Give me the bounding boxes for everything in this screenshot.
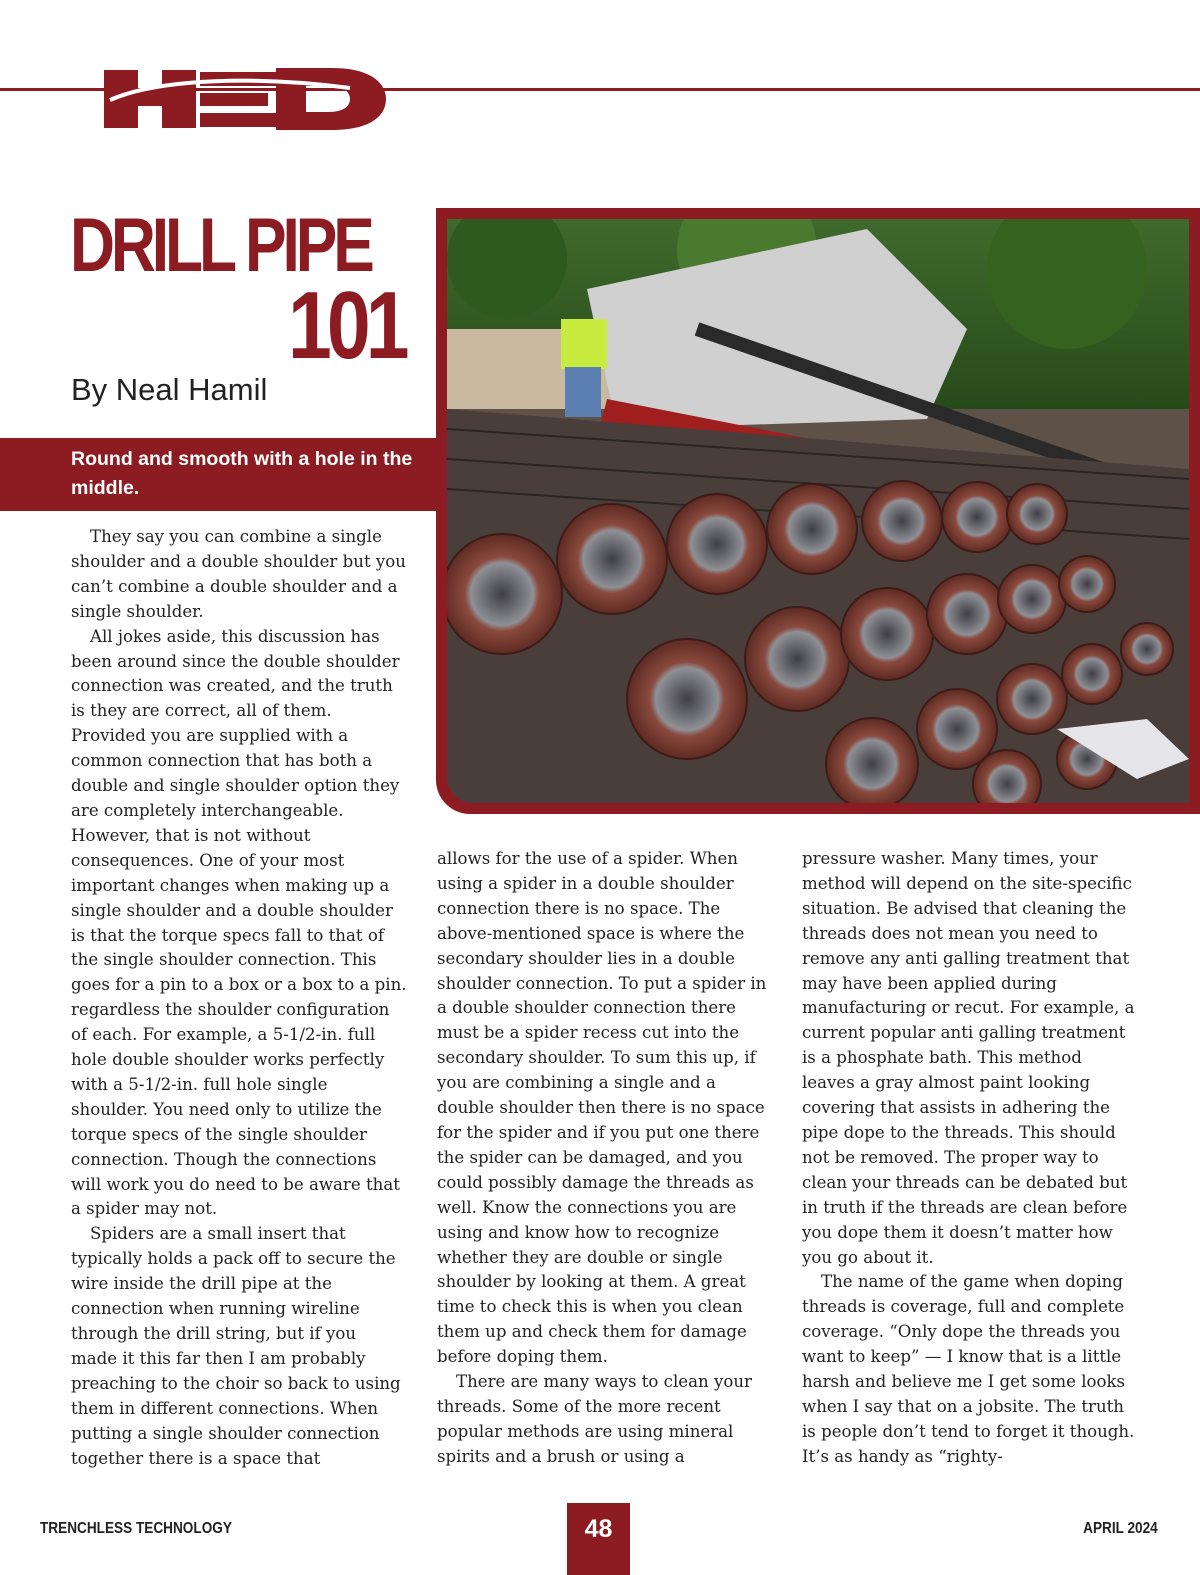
page-number: 48 — [567, 1503, 630, 1575]
paragraph: There are many ways to clean your threads. Some of the more recent popular methods are using mineral spirits and a brush or using a — [437, 1372, 752, 1466]
hdd-logo — [100, 66, 390, 136]
paragraph: The name of the game when doping threads is coverage, full and complete coverage. “Only dope the threads you want to keep” — I know that is a little harsh and believe me I get some looks when I say that on a jobsite. The truth is people don’t tend to forget it though. It’s as handy as “righty- — [802, 1272, 1135, 1466]
article-column-1 — [71, 525, 407, 1471]
footer-date: APRIL 2024 — [1083, 1520, 1158, 1537]
drill-pipe-photo — [436, 208, 1200, 814]
article-title-line1: DRILL PIPE — [70, 203, 371, 288]
article-title-line2: 101 — [288, 272, 405, 379]
paragraph: allows for the use of a spider. When using a spider in a double shoulder connection there is no space. The above-mentioned space is where the secondary shoulder lies in a double shoulder connection. To put a spider in a double shoulder connection there must be a spider recess cut into the secondary shoulder. To sum this up, if you are combining a single and a double shoulder then there is no space for the spider and if you put one there the spider can be damaged, and you could possibly damage the threads as well. Know the connections you are using and know how to recognize whether they are double or single shoulder by looking at them. A great time to check this is when you clean them up and check them for damage before doping them. — [437, 849, 767, 1367]
footer-publication: TRENCHLESS TECHNOLOGY — [40, 1520, 232, 1537]
paragraph: All jokes aside, this discussion has been around since the double shoulder connection was created, and the truth is they are correct, all of them. Provided you are supplied with a common connection that has both a double and single shoulder option they are completely interchangeable. However, that is not without consequences. One of your most important changes when making up a single shoulder and a double shoulder is that the torque specs fall to that of the single shoulder connection. This goes for a pin to a box or a box to a pin. regardless the shoulder configuration of each. For example, a 5-1/2-in. full hole double shoulder works perfectly with a 5-1/2-in. full hole single shoulder. You need only to utilize the torque specs of the single shoulder connection. Though the connections will work you do need to be aware that a spider may not. — [71, 626, 407, 1219]
byline: By Neal Hamil — [71, 372, 268, 407]
article-deck: Round and smooth with a hole in the middle. — [0, 438, 437, 511]
article-column-3 — [802, 847, 1138, 1470]
paragraph: They say you can combine a single shoulder and a double shoulder but you can’t combine a double shoulder and a single shoulder. — [71, 527, 406, 621]
article-column-2 — [437, 847, 771, 1470]
paragraph: Spiders are a small insert that typically holds a pack off to secure the wire inside the drill pipe at the connection when running wireline through the drill string, but if you made it this far then I am probably preaching to the choir so back to using them in different connections. When putting a single shoulder connection together there is a space that — [71, 1224, 401, 1468]
paragraph: pressure washer. Many times, your method will depend on the site-specific situation. Be advised that cleaning the threads does not mean you need to remove any anti galling treatment that may have been applied during manufacturing or recut. For example, a current popular anti galling treatment is a phosphate bath. This method leaves a gray almost paint looking covering that assists in adhering the pipe dope to the threads. This should not be removed. The proper way to clean your threads can be debated but in truth if the threads are clean before you dope them it doesn’t matter how you go about it. — [802, 849, 1135, 1267]
